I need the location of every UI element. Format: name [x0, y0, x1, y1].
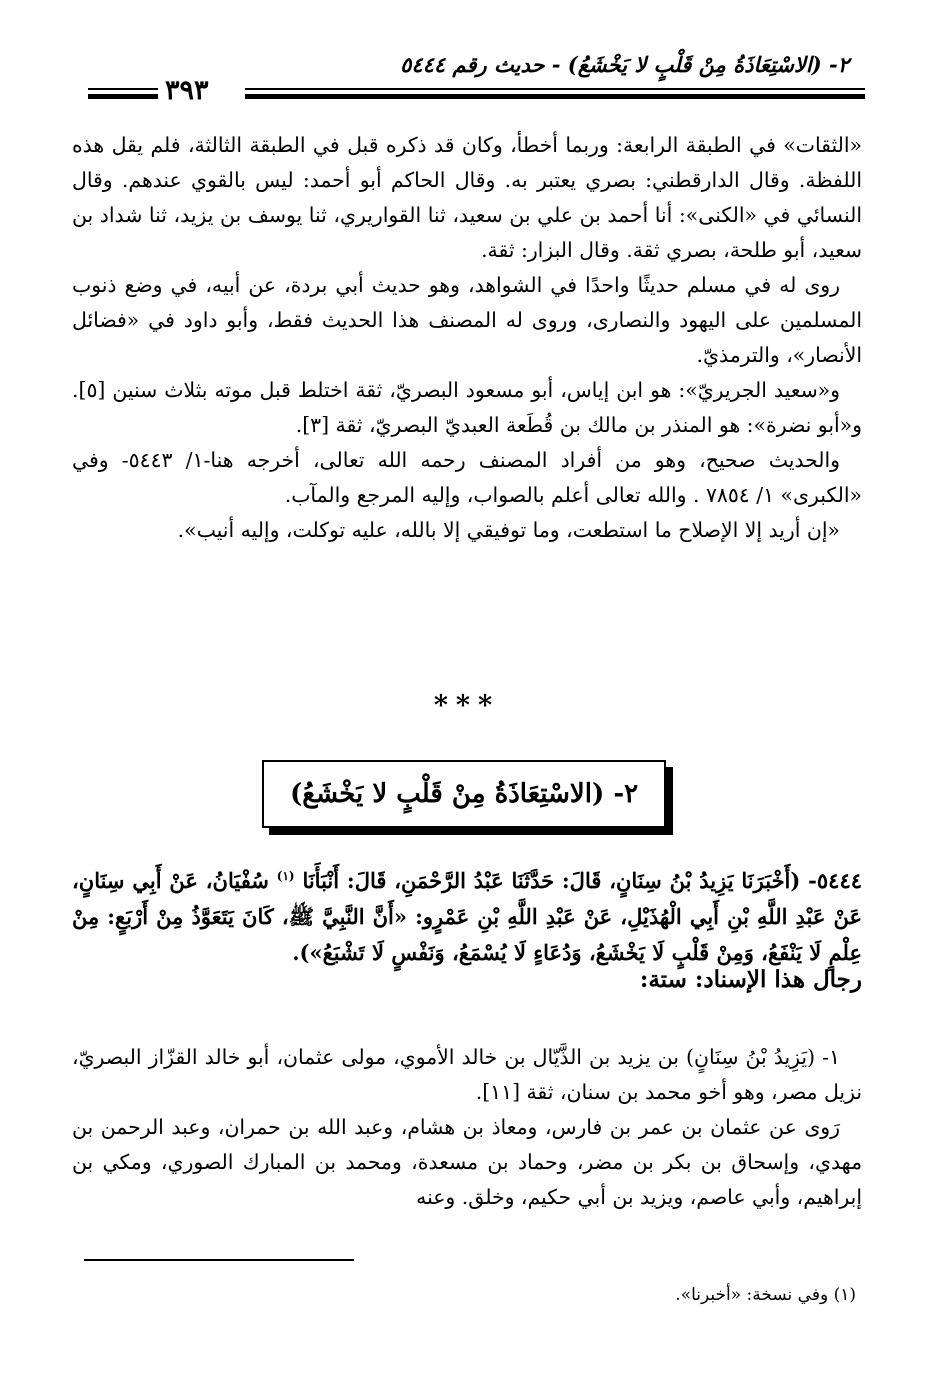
- footnote-separator: [84, 1259, 354, 1261]
- paragraph: «إن أريد إلا الإصلاح ما استطعت، وما توفيقي إلا بالله، عليه توكلت، وإليه أنيب».: [177, 518, 840, 542]
- footnote: (١) وفي نسخة: «أخبرنا».: [675, 1285, 856, 1305]
- chapter-title: ٢- (الاسْتِعَاذَةُ مِنْ قَلْبٍ لا يَخْشَعُ): [289, 779, 639, 809]
- running-title: ٢- (الاسْتِعَاذَةُ مِنْ قَلْبٍ لا يَخْشَعُ) - حديث رقم ٥٤٤٤: [400, 52, 849, 77]
- paragraph: روى له في مسلم حديثًا واحدًا في الشواهد، وهو حديث أبي بردة، عن أبيه، في وضع ذنوب المسلمين على اليهود والنصارى، وروى له المصنف هذا الحديث فقط، وأبو داود في «فضائل الأنصار»، والترمذيّ.: [72, 273, 862, 367]
- header-rule-left-bottom: [88, 94, 158, 99]
- hadith-text-end: سُفْيَانُ، عَنْ أَبِي سِنَانٍ، عَنْ عَبْدِ اللَّهِ بْنِ أَبِي الْهُذَيْلِ، عَنْ عَبْدِ اللَّهِ بْنِ عَمْرٍو: «أَنَّ النَّبِيَّ ﷺ، كَانَ يَتَعَوَّذُ مِنْ أَرْبَعٍ: مِنْ عِلْمٍ لَا يَنْفَعُ، وَمِنْ قَلْبٍ لَا يَخْشَعُ، وَدُعَاءٍ لَا يُسْمَعُ، وَنَفْسٍ لَا تَشْبَعُ»).: [72, 868, 862, 965]
- page-number: ٣٩٣: [165, 75, 209, 106]
- paragraph: و«سعيد الجريريّ»: هو ابن إياس، أبو مسعود البصريّ، ثقة اختلط قبل موته بثلاث سنين [٥]. و«أبو نضرة»: هو المنذر بن مالك بن قُطَعة العبديّ البصريّ، ثقة [٣].: [72, 378, 862, 437]
- hadith-text: [72, 858, 862, 971]
- paragraph: والحديث صحيح، وهو من أفراد المصنف رحمه الله تعالى، أخرجه هنا-١/ ٥٤٤٣- وفي «الكبرى» ١/ ٧٨٥٤ . والله تعالى أعلم بالصواب، وإليه المرجع والمآب.: [72, 448, 862, 507]
- hadith-text-start: ٥٤٤٤- (أَخْبَرَنَا يَزِيدُ بْنُ سِنَانٍ، قَالَ: حَدَّثَنَا عَبْدُ الرَّحْمَنِ، قَالَ: أَنْبَأَنَا: [302, 868, 863, 893]
- paragraph: ١- (يَزِيدُ بْنُ سِنَانٍ) بن يزيد بن الذَّيّال بن خالد الأموي، مولى عثمان، أبو خالد القزّاز البصريّ، نزيل مصر، وهو أخو محمد بن سنان، ثقة [١١].: [72, 1045, 862, 1104]
- header-rule-right-top: [245, 88, 865, 90]
- narrators-heading: رجال هذا الإسناد: ستة:: [639, 966, 862, 993]
- paragraph: رَوى عن عثمان بن عمر بن فارس، ومعاذ بن هشام، وعبد الله بن حمران، وعبد الرحمن بن مهدي، وإسحاق بن بكر بن مضر، وحماد بن مسعدة، ومحمد بن المبارك الصوري، ومكي بن إبراهيم، وأبي عاصم، ويزيد بن أبي حكيم، وخلق. وعنه: [72, 1115, 862, 1209]
- narrators-text: [72, 1040, 862, 1215]
- section-separator: ***: [433, 690, 501, 721]
- commentary-text: [72, 128, 862, 548]
- chapter-title-box: [262, 760, 666, 828]
- paragraph: «الثقات» في الطبقة الرابعة: وربما أخطأ، وكان قد ذكره قبل في الطبقة الثالثة، فلم يقل هذه اللفظة. وقال الدارقطني: بصري يعتبر به. وقال الحاكم أبو أحمد: ليس بالقوي عندهم. وقال النسائي في «الكنى»: أنا أحمد بن علي بن سعيد، ثنا القواريري، ثنا يوسف بن يزيد، ثنا شداد بن سعيد، أبو طلحة، بصري ثقة. وقال البزار: ثقة.: [72, 133, 862, 262]
- header-rule-left-top: [88, 88, 158, 90]
- header-rule-right-bottom: [245, 94, 865, 99]
- footnote-reference[interactable]: (١): [276, 869, 295, 883]
